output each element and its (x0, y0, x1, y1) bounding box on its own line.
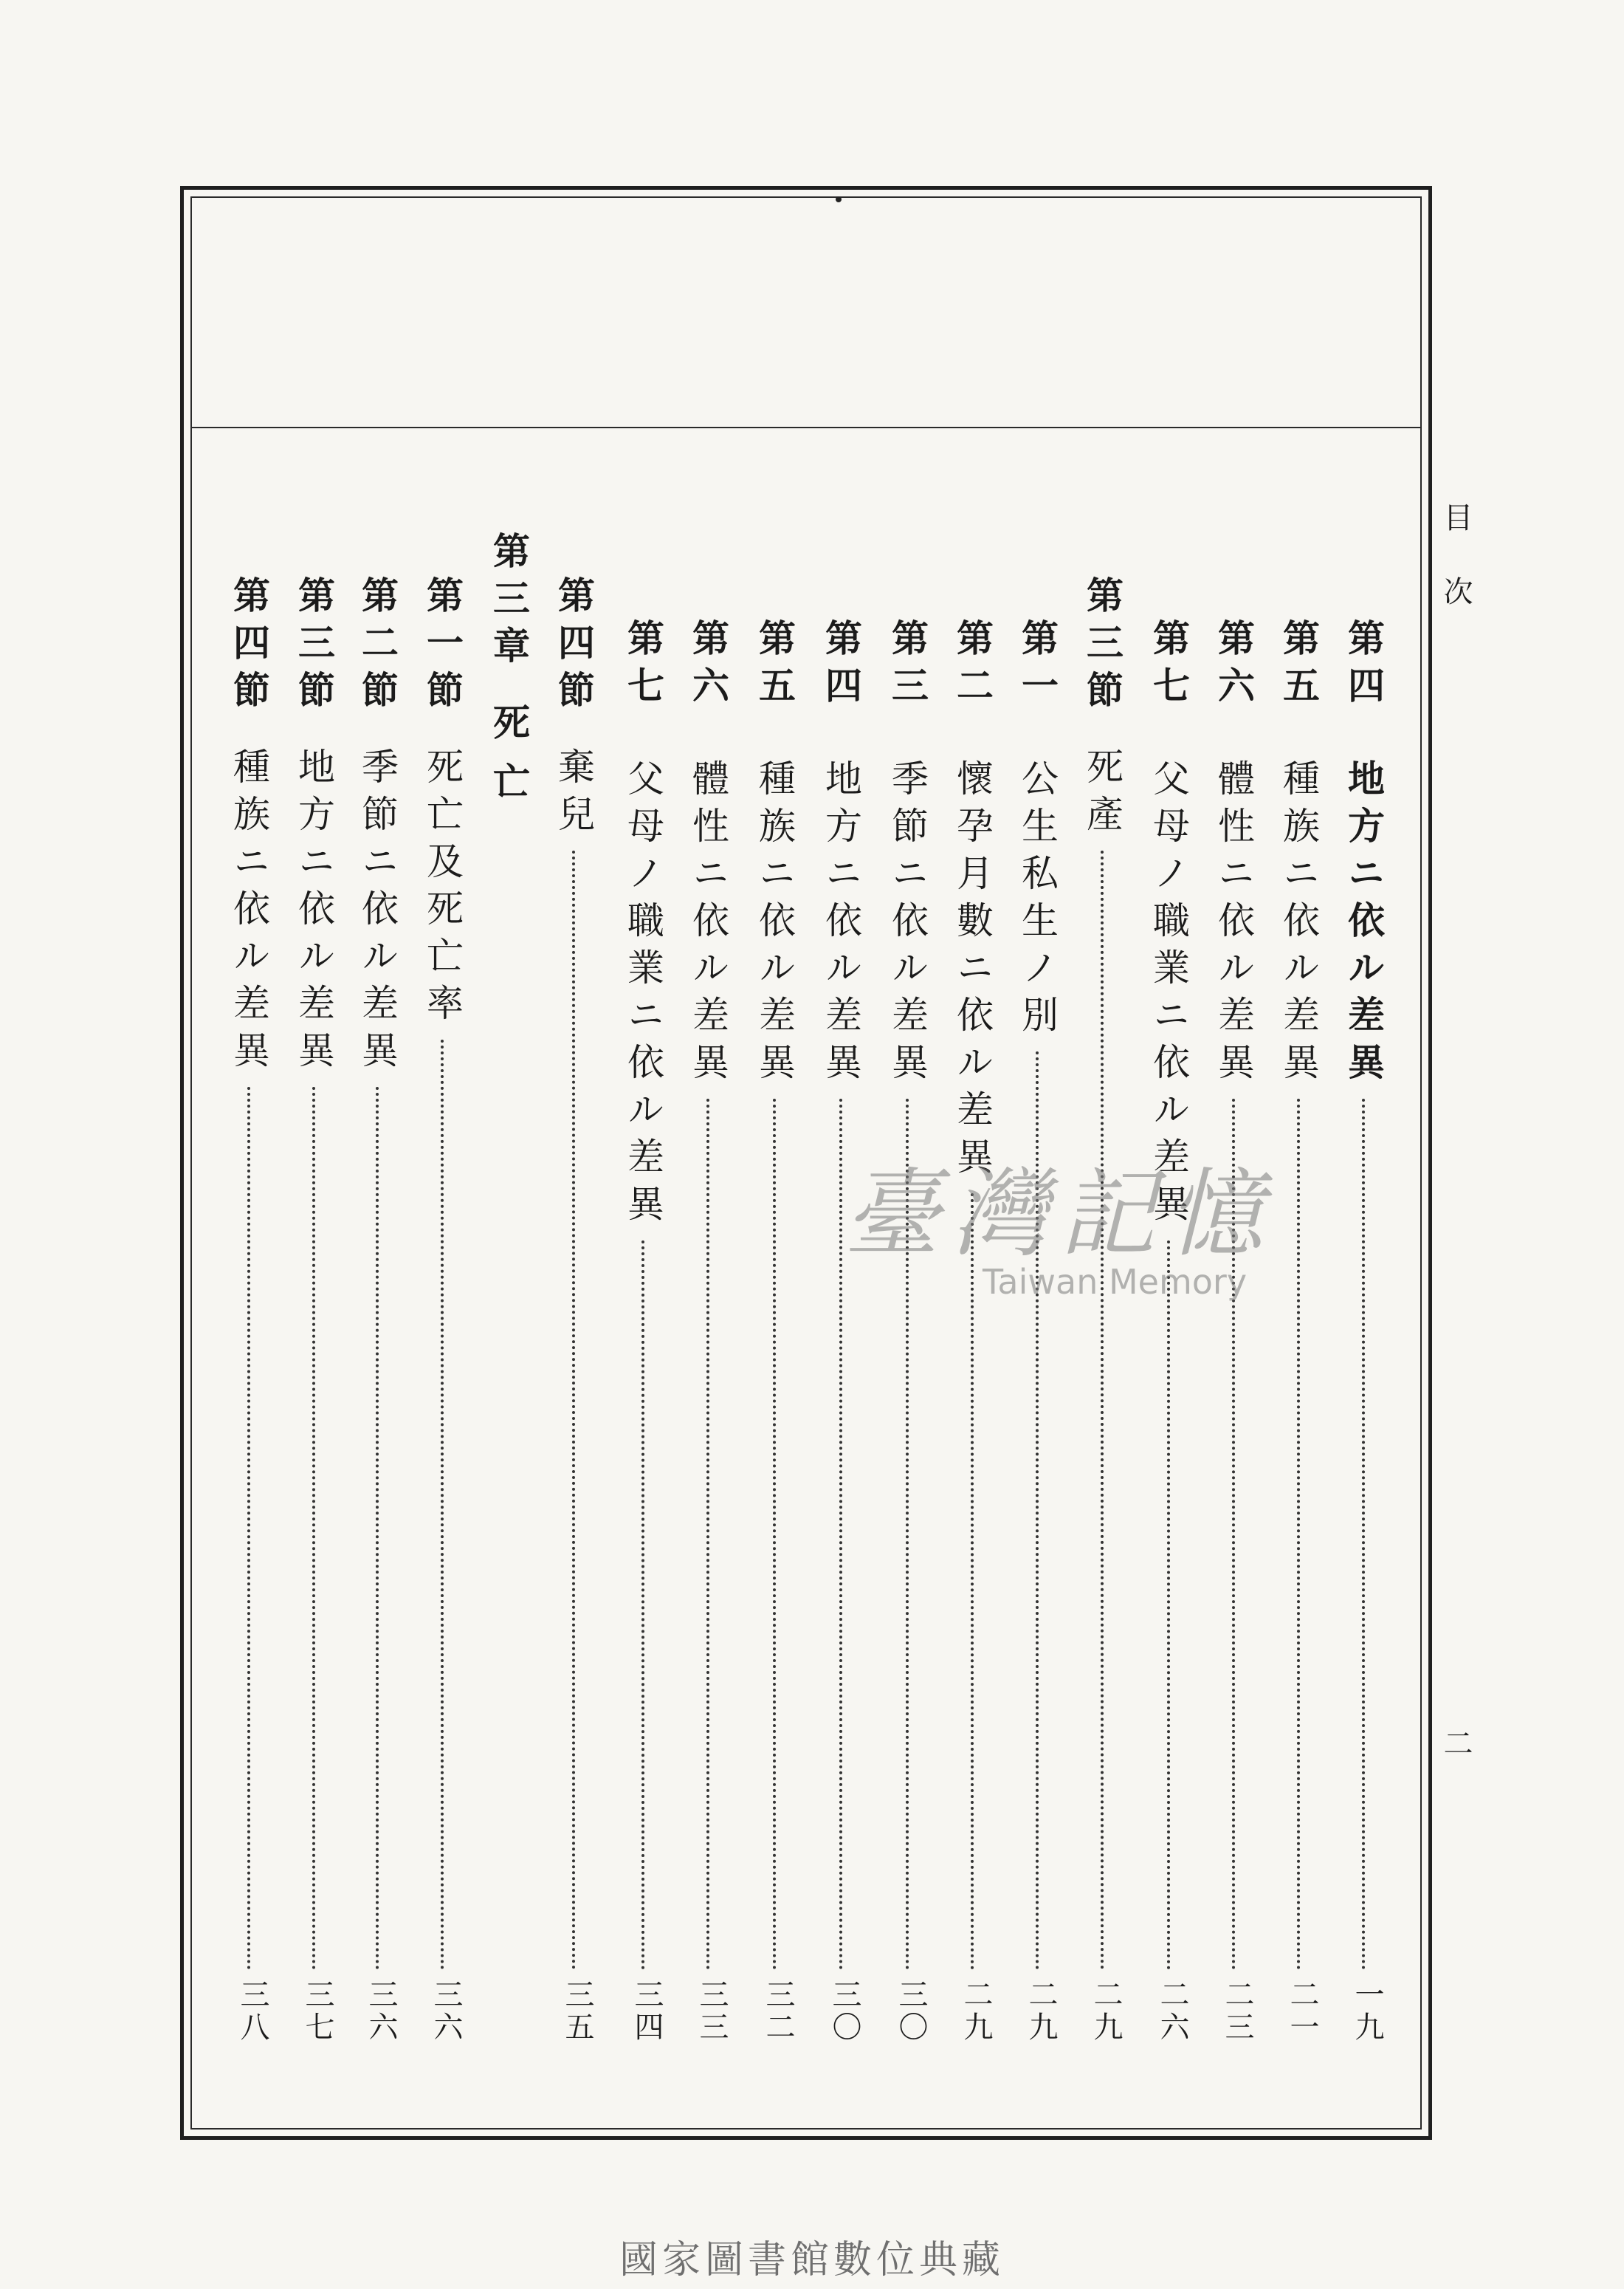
entry-title: 種族ニ依ル差異 (1277, 759, 1320, 1090)
entry-page: 二九 (1089, 1979, 1123, 2044)
toc-chapter[interactable] (487, 532, 531, 821)
entry-number: 第四節 (227, 576, 271, 718)
toc-entry[interactable] (622, 619, 665, 2044)
entry-title: 體性ニ依ル差異 (1212, 759, 1255, 1090)
dot-leader (1232, 1099, 1235, 1970)
toc-entry[interactable] (292, 576, 336, 2044)
toc-entry[interactable] (421, 576, 464, 2044)
chapter-number: 第三章 (487, 532, 531, 673)
entry-page: 三二 (761, 1979, 795, 2044)
page-number: 二 (1439, 1728, 1473, 1757)
dot-leader (572, 851, 575, 1970)
toc-entry[interactable] (753, 619, 796, 2044)
entry-title: 死亡及死亡率 (421, 747, 464, 1031)
entry-title: 死產 (1081, 747, 1124, 842)
dot-leader (706, 1099, 709, 1970)
entry-number: 第二節 (356, 576, 399, 718)
dot-leader (1101, 851, 1104, 1970)
entry-number: 第七 (1147, 619, 1191, 713)
toc-entry[interactable] (1342, 619, 1386, 2044)
entry-page: 三四 (630, 1979, 664, 2044)
entry-page: 三〇 (828, 1979, 861, 2044)
entry-title: 地方ニ依ル差異 (1342, 759, 1386, 1090)
dot-leader (247, 1087, 250, 1970)
entry-number: 第五 (1277, 619, 1321, 713)
entry-number: 第五 (753, 619, 796, 713)
entry-title: 懷孕月數ニ依ル差異 (951, 759, 994, 1184)
dot-leader (1362, 1099, 1365, 1970)
toc-entry[interactable] (1212, 619, 1256, 2044)
entry-page: 三三 (695, 1979, 729, 2044)
dot-leader (1167, 1240, 1170, 1970)
dot-leader (773, 1099, 776, 1970)
entry-page: 二一 (1285, 1979, 1319, 2044)
entry-number: 第四節 (552, 576, 596, 718)
entry-number: 第六 (1212, 619, 1256, 713)
entry-page: 二三 (1220, 1979, 1254, 2044)
running-header: 目次 (1439, 502, 1473, 650)
toc-entry[interactable] (951, 619, 994, 2044)
dot-leader (641, 1240, 644, 1970)
entry-title: 父母ノ職業ニ依ル差異 (1147, 759, 1190, 1232)
entry-title: 體性ニ依ル差異 (687, 759, 729, 1090)
entry-title: 季節ニ依ル差異 (356, 747, 399, 1078)
entry-number: 第四 (1342, 619, 1386, 713)
header-rule (190, 427, 1422, 428)
dot-leader (1297, 1099, 1300, 1970)
dot-leader (376, 1087, 379, 1970)
entry-title: 地方ニ依ル差異 (819, 759, 862, 1090)
toc-entry[interactable] (1147, 619, 1191, 2044)
entry-number: 第六 (687, 619, 730, 713)
dot-leader (906, 1099, 909, 1970)
toc-entry[interactable] (687, 619, 730, 2044)
entry-title: 種族ニ依ル差異 (227, 747, 270, 1078)
toc-entry[interactable] (356, 576, 399, 2044)
entry-page: 三六 (429, 1979, 463, 2044)
watermark-english: Taiwan Memory (982, 1262, 1248, 1302)
entry-number: 第一 (1016, 619, 1059, 713)
entry-page: 一九 (1350, 1979, 1384, 2044)
toc-entry[interactable] (552, 576, 596, 2044)
dot-leader (1036, 1051, 1039, 1970)
entry-page: 三六 (364, 1979, 398, 2044)
entry-number: 第一節 (421, 576, 464, 718)
watermark-chinese: 臺灣記憶 (843, 1158, 1275, 1270)
toc-entry[interactable] (819, 619, 863, 2044)
entry-page: 二六 (1155, 1979, 1189, 2044)
toc-entry[interactable] (1277, 619, 1321, 2044)
entry-page: 三〇 (894, 1979, 928, 2044)
entry-title: 種族ニ依ル差異 (753, 759, 796, 1090)
entry-title: 公生私生ノ別 (1016, 759, 1059, 1043)
entry-number: 第二 (951, 619, 994, 713)
footer-credit: 國家圖書館數位典藏 (619, 2238, 1005, 2282)
entry-title: 棄兒 (552, 747, 595, 842)
entry-number: 第三節 (1081, 576, 1124, 718)
entry-number: 第三 (886, 619, 929, 713)
toc-entry[interactable] (886, 619, 929, 2044)
dot-leader (441, 1040, 444, 1970)
dot-leader (971, 1193, 974, 1970)
entry-title: 季節ニ依ル差異 (886, 759, 929, 1090)
ink-dot (836, 196, 842, 202)
entry-title: 地方ニ依ル差異 (292, 747, 335, 1078)
entry-page: 二九 (959, 1979, 993, 2044)
chapter-title: 死亡 (487, 703, 531, 821)
dot-leader (839, 1099, 842, 1970)
toc-entry[interactable] (1016, 619, 1059, 2044)
dot-leader (312, 1087, 315, 1970)
toc-entry[interactable] (1081, 576, 1124, 2044)
entry-number: 第四 (819, 619, 863, 713)
entry-page: 三七 (300, 1979, 334, 2044)
entry-page: 二九 (1024, 1979, 1058, 2044)
entry-number: 第七 (622, 619, 665, 713)
entry-number: 第三節 (292, 576, 336, 718)
toc-entry[interactable] (227, 576, 271, 2044)
entry-page: 三八 (235, 1979, 269, 2044)
entry-title: 父母ノ職業ニ依ル差異 (622, 759, 664, 1232)
entry-page: 三五 (560, 1979, 594, 2044)
